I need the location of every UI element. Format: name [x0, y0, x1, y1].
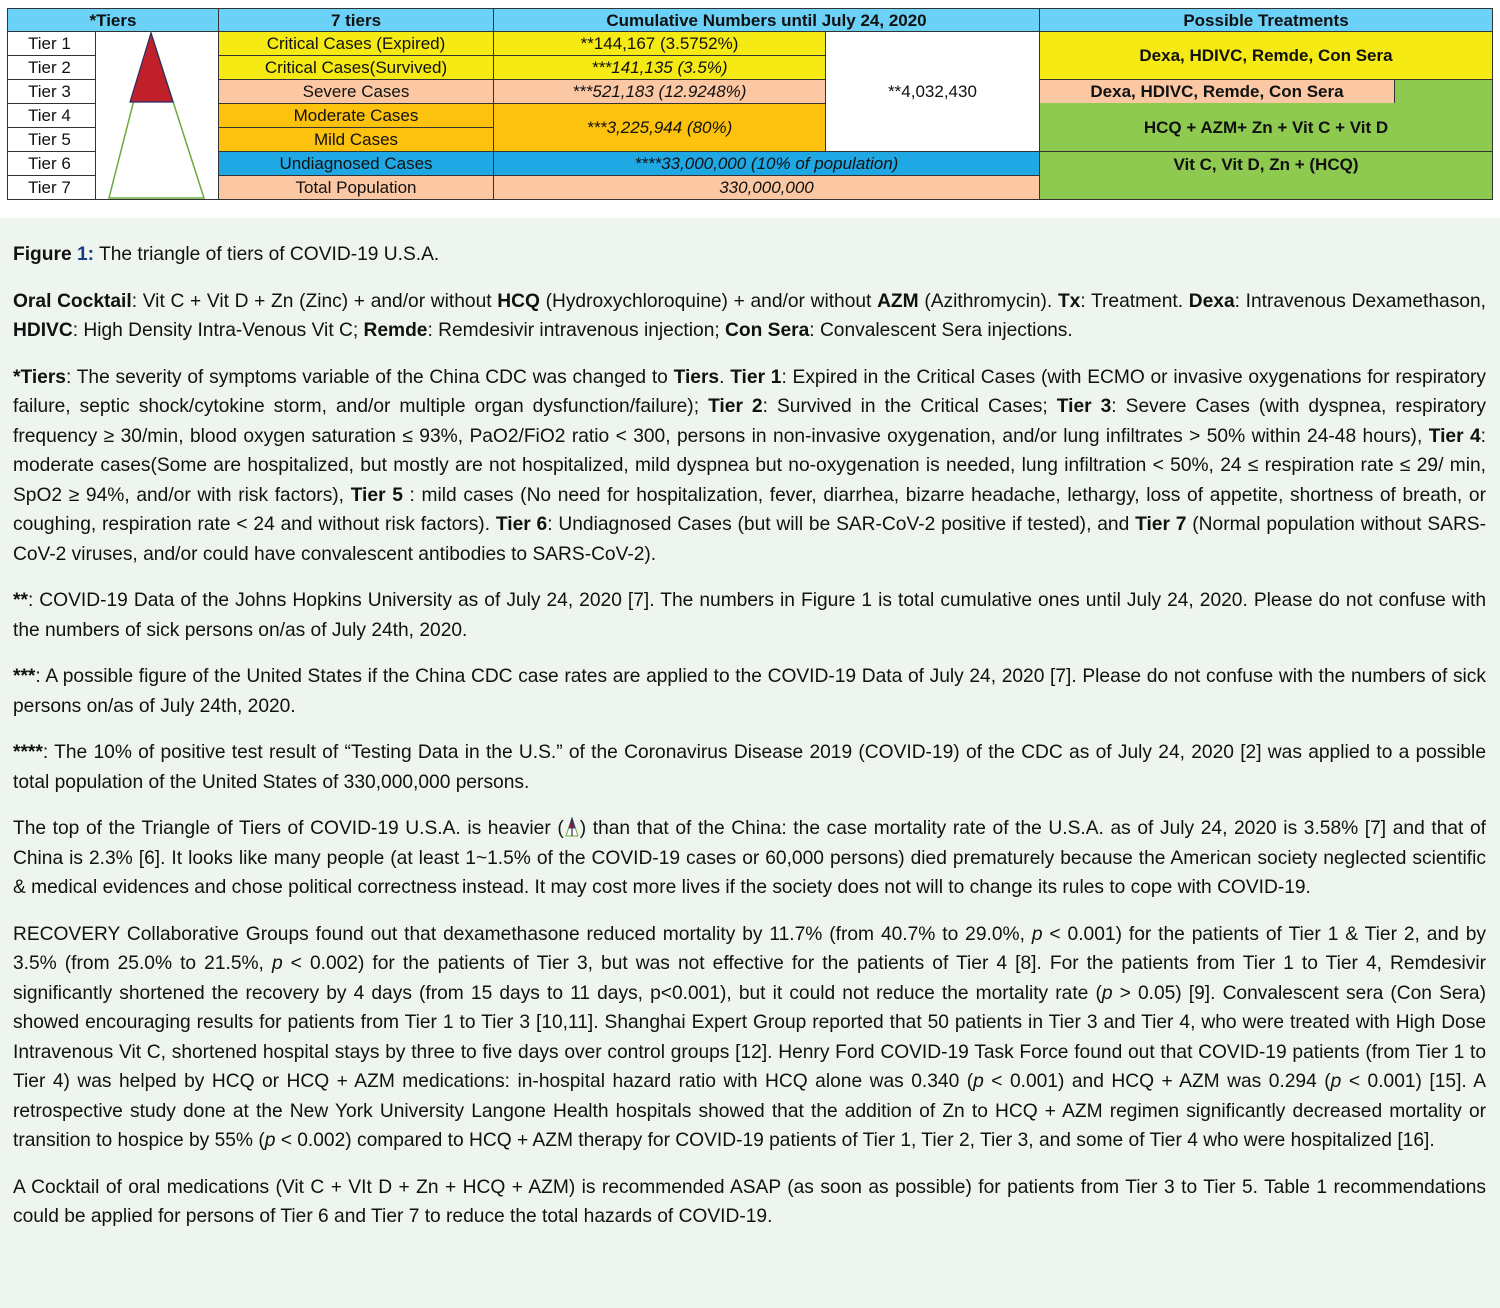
number-tier7: 330,000,000	[493, 175, 1040, 200]
treatment-tier4-5: HCQ + AZM+ Zn + Vit C + Vit D	[1039, 103, 1493, 152]
footnote-marker: **	[13, 590, 28, 611]
case-mild: Mild Cases	[218, 127, 494, 152]
p-value-symbol: p	[1330, 1071, 1342, 1092]
term: Tier 1	[730, 366, 782, 388]
number-tier6: ****33,000,000 (10% of population)	[493, 151, 1040, 176]
tier-label: Tier 6	[7, 151, 96, 176]
caption-number: 1:	[76, 244, 95, 265]
text-run: : High Density Intra-Venous Vit C;	[72, 320, 364, 341]
number-tier2: ***141,135 (3.5%)	[493, 55, 826, 80]
treatment-tier1-2: Dexa, HDIVC, Remde, Con Sera	[1039, 31, 1493, 80]
text-run: : Vit C + Vit D + Zn (Zinc) + and/or without	[131, 290, 498, 312]
case-moderate: Moderate Cases	[218, 103, 494, 128]
p-value-symbol: p	[271, 953, 283, 974]
text-run: : Intravenous Dexamethason,	[1234, 290, 1486, 312]
footnote-triple-star	[13, 662, 1486, 721]
number-tier4-5: ***3,225,944 (80%)	[493, 103, 826, 152]
text-run: RECOVERY Collaborative Groups found out that dexamethasone reduced mortality by 11.7% (from 40.7% to 29.0%,	[13, 923, 1032, 945]
abbreviations-paragraph	[13, 287, 1486, 346]
p-value-symbol: p	[973, 1071, 984, 1092]
footnote-marker: ****	[13, 742, 43, 763]
header-possible-treatments: Possible Treatments	[1039, 8, 1493, 32]
article-text	[13, 240, 1486, 1249]
text-run: ) than that of the China: the case mortality rate of the U.S.A. as of July 24, 2020 is 3.58% [7] and that of China is 2.3% [6]. It looks like many people (at least 1~1.5% of the COVID-19 cases or 60,000 persons) died prematurely because the American society neglected scientific & medical evidences and chose political correctness instead. It may cost more lives if the society does not will to change its rules to cope with COVID-19.	[13, 818, 1486, 898]
figure-1-table	[0, 0, 1500, 218]
text-run: < 0.001) for the patients of Tier 1 & Tier 2, and by 3.5% (from 25.0% to 21.5%,	[13, 923, 1486, 974]
case-undiagnosed: Undiagnosed Cases	[218, 151, 494, 176]
term: Remde	[363, 320, 428, 341]
text-run: : Undiagnosed Cases (but will be SAR-CoV-2 positive if tested), and	[547, 514, 1136, 535]
term: Tier 3	[1056, 396, 1112, 417]
number-tier3: ***521,183 (12.9248%)	[493, 79, 826, 104]
term: Tiers	[673, 366, 720, 388]
term: Dexa	[1188, 290, 1235, 312]
text-run: : The 10% of positive test result of “Testing Data in the U.S.” of the Coronavirus Disease 2019 (COVID-19) of the CDC as of July 24, 2020 [2] was applied to a possible total population of the United States of 330,000,000 persons.	[13, 742, 1486, 793]
number-tier1: **144,167 (3.5752%)	[493, 31, 826, 56]
text-run: : Severe Cases (with dyspnea, respiratory frequency ≥ 30/min, blood oxygen saturation ≤ 93%, PaO2/FiO2 ratio < 300, persons in non-invasive oxygenation, and/or lung infiltrates > 50% within 24-48 hours),	[13, 396, 1486, 447]
case-critical-survived: Critical Cases(Survived)	[218, 55, 494, 80]
header-7-tiers: 7 tiers	[218, 8, 494, 32]
term: Tier 5	[350, 484, 403, 506]
tier-label: Tier 5	[7, 127, 96, 152]
text-run: : A possible figure of the United States if the China CDC case rates are applied to the COVID-19 Data of July 24, 2020 [7]. Please do not confuse with the numbers of sick persons on/as of July 24th, 2020.	[13, 666, 1486, 717]
header-cumulative-numbers: Cumulative Numbers until July 24, 2020	[493, 8, 1040, 32]
text-run: : mild cases (No need for hospitalization, fever, diarrhea, bizarre headache, lethargy, loss of appetite, shortness of breath, or coughing, respiration rate < 24 and without risk factors).	[13, 484, 1486, 535]
term: Tier 2	[708, 396, 763, 417]
recovery-paragraph	[13, 920, 1486, 1156]
text-run: < 0.002) compared to HCQ + AZM therapy for COVID-19 patients of Tier 1, Tier 2, Tier 3, and some of Tier 4 who were hospitalized [16].	[275, 1130, 1435, 1151]
tier-triangle	[95, 31, 219, 200]
text-run: : Treatment.	[1080, 290, 1189, 312]
term: Con Sera	[725, 320, 810, 341]
caption-text: The triangle of tiers of COVID-19 U.S.A.	[94, 244, 440, 265]
mini-triangle-icon	[565, 817, 579, 837]
p-value-symbol: p	[1031, 923, 1043, 945]
term: Tier 6	[495, 514, 548, 535]
cocktail-paragraph: A Cocktail of oral medications (Vit C + VIt D + Zn + HCQ + AZM) is recommended ASAP (as soon as possible) for patients from Tier 3 to Tier 5. Table 1 recommendations could be applied for persons of Tier 6 and Tier 7 to reduce the total hazards of COVID-19.	[13, 1176, 1486, 1227]
term: AZM	[877, 290, 919, 312]
tier-label: Tier 7	[7, 175, 96, 200]
tier-label: Tier 2	[7, 55, 96, 80]
text-run: : Convalescent Sera injections.	[809, 320, 1073, 341]
tiers-definition-paragraph	[13, 363, 1486, 570]
triangle-red-top	[130, 33, 173, 102]
header-tiers: *Tiers	[7, 8, 219, 32]
p-value-symbol: p	[1101, 982, 1113, 1004]
text-run: < 0.002) for the patients of Tier 3, but was not effective for the patients of Tier 4 [8]. For the patients from Tier 1 to Tier 4, Remdesivir significantly shortened the recovery by 4 days (from 15 days to 11 days, p<0.001), but it could not reduce the mortality rate (	[13, 953, 1487, 1004]
text-run: The top of the Triangle of Tiers of COVID-19 U.S.A. is heavier (	[13, 818, 564, 839]
term: Tier 4	[1428, 425, 1481, 447]
term: Tier 7	[1135, 514, 1187, 535]
footnote-quad-star	[13, 738, 1486, 797]
text-run: (Azithromycin).	[918, 290, 1058, 312]
text-run: > 0.05) [9]. Convalescent sera (Con Sera) showed encouraging results for patients from Tier 1 to Tier 3 [10,11]. Shanghai Expert Group reported that 50 patients in Tier 3 and Tier 4, who were treated with High Dose Intravenous Vit C, shortened hospital stays by three to five days over control groups [12]. Henry Ford COVID-19 Task Force found out that COVID-19 patients (from Tier 1 to Tier 4) was helped by HCQ or HCQ + AZM medications: in-hospital hazard ratio with HCQ alone was 0.340 (	[13, 982, 1486, 1092]
text-run: : Remdesivir intravenous injection;	[427, 320, 726, 341]
term: HDIVC	[13, 320, 73, 341]
p-value-symbol: p	[264, 1130, 276, 1151]
term: *Tiers	[13, 366, 66, 388]
figure-caption	[13, 240, 1486, 270]
footnote-double-star	[13, 586, 1486, 645]
tier-label: Tier 1	[7, 31, 96, 56]
text-run: : The severity of symptoms variable of the China CDC was changed to	[65, 366, 674, 388]
term: Oral Cocktail	[13, 290, 132, 312]
text-run: : moderate cases(Some are hospitalized, but mostly are not hospitalized, mild dyspnea but no-oxygenation is needed, lung infiltration < 50%, 24 ≤ respiration rate ≤ 29/ min, SpO2 ≥ 94%, and/or with risk factors),	[13, 425, 1486, 506]
footnote-marker: ***	[13, 666, 36, 687]
caption-label: Figure	[13, 244, 72, 265]
text-run: (Hydroxychloroquine) + and/or without	[539, 290, 878, 312]
text-run: < 0.001) [15]. A retrospective study done at the New York University Langone Health hospitals showed that the addition of Zn to HCQ + AZM regimen significantly decreased mortality or transition to hospice by 55% (	[13, 1071, 1486, 1151]
tier-label: Tier 4	[7, 103, 96, 128]
case-critical-expired: Critical Cases (Expired)	[218, 31, 494, 56]
case-total-population: Total Population	[218, 175, 494, 200]
term: HCQ	[497, 290, 540, 312]
text-run: (Normal population without SARS-CoV-2 viruses, and/or could have convalescent antibodies to SARS-CoV-2).	[13, 514, 1486, 565]
text-run: : Expired in the Critical Cases (with ECMO or invasive oxygenations for respiratory failure, septic shock/cytokine storm, and/or multiple organ dysfunction/failure);	[13, 366, 1486, 417]
case-severe: Severe Cases	[218, 79, 494, 104]
text-run: .	[719, 366, 731, 388]
text-run: : Survived in the Critical Cases;	[762, 396, 1057, 417]
tier-label: Tier 3	[7, 79, 96, 104]
treatment-tier6-7: Vit C, Vit D, Zn + (HCQ)	[1039, 151, 1493, 200]
text-run: : COVID-19 Data of the Johns Hopkins University as of July 24, 2020 [7]. The numbers in Figure 1 is total cumulative ones until July 24, 2020. Please do not confuse with the numbers of sick persons on/as of July 24th, 2020.	[13, 590, 1486, 641]
number-total-confirmed: **4,032,430	[825, 31, 1040, 152]
term: Tx	[1057, 290, 1081, 312]
treatment-tier3: Dexa, HDIVC, Remde, Con Sera	[1039, 79, 1395, 104]
triangle-heavier-paragraph	[13, 814, 1486, 903]
text-run: < 0.001) and HCQ + AZM was 0.294 (	[983, 1071, 1331, 1092]
